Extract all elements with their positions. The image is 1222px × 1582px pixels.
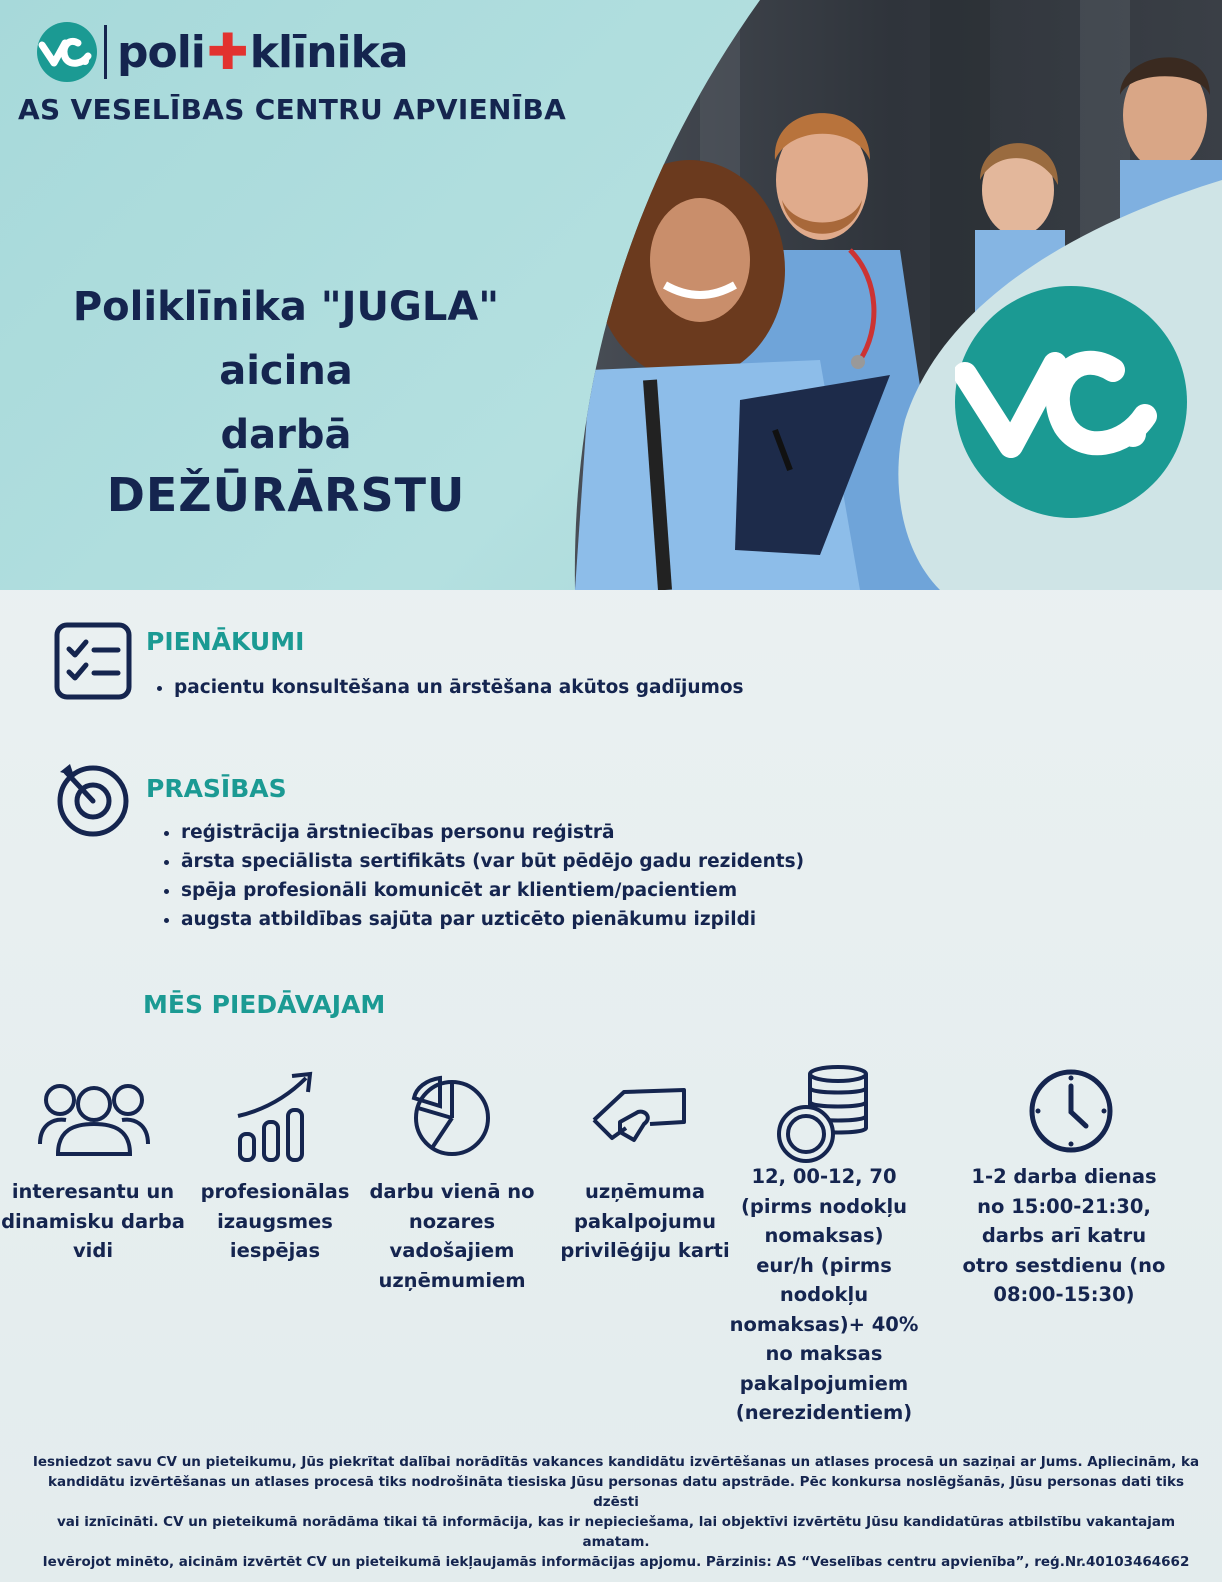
list-item: • spēja profesionāli komunicēt ar klientiem/pacientiem	[181, 876, 804, 905]
svg-text:VCA: VCA	[955, 286, 958, 287]
footer-line: vai iznīcināti. CV un pieteikumā norādāma tikai tā informācija, kas ir nepieciešama, lai objektīvi izvērtētu Jūsu kandidatūras atbilstību vakantajam amatam.	[56, 1514, 1176, 1550]
brand-left: poli	[117, 26, 205, 78]
offer-item-salary	[728, 1162, 920, 1428]
offer-line: vidi	[72, 1239, 114, 1262]
brand-right: klīnika	[249, 26, 408, 78]
offer-item-schedule	[952, 1162, 1176, 1310]
logo-divider	[104, 25, 107, 79]
growth-chart-icon	[234, 1070, 318, 1164]
offer-line: no 15:00-21:30,	[977, 1194, 1151, 1218]
offer-item-environment	[0, 1177, 186, 1266]
target-icon	[54, 760, 132, 838]
offer-line: eur/h (pirms	[756, 1253, 892, 1277]
offer-line: iespējas	[229, 1239, 321, 1262]
offer-line: dinamisku darba	[1, 1209, 185, 1233]
footer-line: kandidātu izvērtēšanas un atlases procesā tiks nodrošināta tiesiska Jūsu personas datu apstrāde. Pēc konkursa noslēgšanās, Jūsu personas dati tiks dzēsti	[48, 1474, 1184, 1510]
offer-line: (nerezidentiem)	[735, 1401, 913, 1424]
offer-item-leading-company	[352, 1177, 552, 1295]
requirements-heading: PRASĪBAS	[146, 774, 287, 803]
offer-line: nomaksas)	[764, 1224, 884, 1247]
offer-line: profesionālas	[200, 1180, 350, 1203]
pie-chart-icon	[410, 1074, 492, 1158]
offer-line: pakalpojumu	[573, 1209, 717, 1233]
footer-line: Iesniedzot savu CV un pieteikumu, Jūs piekrītat dalībai norādītās vakances kandidātu izvērtēšanas un atlases procesā un saziņai ar Jums. Apliecinām, ka	[32, 1454, 1200, 1470]
requirements-list	[157, 818, 804, 934]
privacy-notice	[28, 1452, 1204, 1572]
company-name: AS VESELĪBAS CENTRU APVIENĪBA	[18, 93, 567, 126]
offer-line: izaugsmes	[217, 1209, 333, 1233]
duties-heading: PIENĀKUMI	[146, 627, 305, 656]
offer-line: 1-2 darba dienas	[971, 1165, 1157, 1188]
offer-line: uzņēmumiem	[378, 1268, 526, 1292]
clock-icon	[1028, 1068, 1114, 1154]
hero-title-line-2: darbā	[220, 412, 352, 458]
offer-line: 12, 00-12, 70	[751, 1165, 897, 1188]
offer-line: nozares vadošajiem	[389, 1209, 515, 1262]
job-position: DEŽŪRĀRSTU	[106, 468, 466, 522]
offer-line: (pirms nodokļu	[740, 1194, 908, 1218]
hero-banner	[0, 0, 1222, 590]
list-item: • pacientu konsultēšana un ārstēšana akūtos gadījumos	[174, 673, 744, 702]
checklist-icon	[54, 622, 132, 700]
vca-logo-icon	[36, 21, 98, 83]
offer-line: darbs arī katru	[981, 1224, 1147, 1247]
coins-icon	[776, 1064, 870, 1164]
offer-line: 08:00-15:30)	[993, 1283, 1135, 1306]
hero-title	[0, 275, 572, 467]
footer-line: Ievērojot minēto, aicinām izvērtēt CV un pieteikumā iekļaujamās informācijas apjomu. Pārzinis: AS “Veselības centru apvienība”, reģ.Nr.40103464662	[42, 1554, 1190, 1570]
offer-line: no maksas	[765, 1342, 883, 1365]
brand-logo	[36, 22, 408, 82]
team-icon	[36, 1078, 152, 1158]
offer-line: uzņēmuma	[584, 1180, 706, 1203]
offer-item-privilege-card	[560, 1177, 730, 1266]
brand-name	[117, 23, 408, 81]
offer-line: otro sestdienu (no	[962, 1253, 1166, 1277]
red-plus-icon: ✚	[206, 23, 248, 81]
offer-heading: MĒS PIEDĀVAJAM	[143, 990, 386, 1019]
offer-line: privilēģiju karti	[560, 1239, 730, 1262]
offer-line: interesantu un	[11, 1180, 175, 1203]
offer-line: nodokļu	[779, 1283, 869, 1306]
vca-badge-logo	[955, 286, 1187, 518]
hero-title-line-1: Poliklīnika "JUGLA" aicina	[72, 284, 500, 394]
duties-list	[150, 673, 744, 702]
list-item: • ārsta speciālista sertifikāts (var būt pēdējo gadu rezidents)	[181, 847, 804, 876]
offer-line: nomaksas)+ 40%	[729, 1312, 919, 1336]
hand-card-icon	[590, 1082, 690, 1154]
offer-item-growth	[186, 1177, 364, 1266]
offer-line: pakalpojumiem	[739, 1371, 909, 1395]
list-item: • reģistrācija ārstniecības personu reģistrā	[181, 818, 804, 847]
list-item: • augsta atbildības sajūta par uzticēto pienākumu izpildi	[181, 905, 804, 934]
offer-line: darbu vienā no	[369, 1180, 535, 1203]
